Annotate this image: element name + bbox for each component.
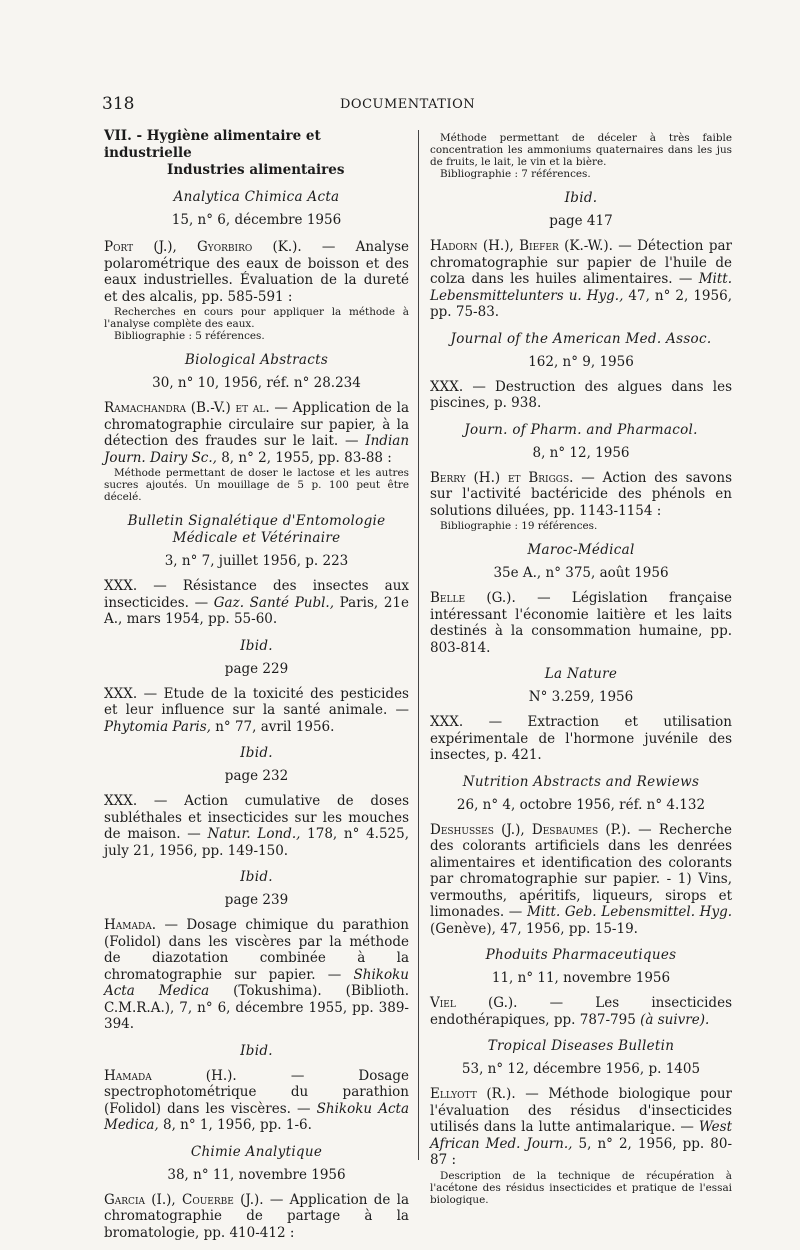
- journal-issue: 35e A., n° 375, août 1956: [493, 565, 669, 581]
- left-column: [104, 128, 409, 1241]
- entry: Ramachandra (B.-V.) et al. — Application de la chromatographie circulaire sur papier, à la détection des fraudes sur le lait. — Indian Journ. Dairy Sc., 8, n° 2, 1955, pp. 83-88 :: [104, 400, 410, 466]
- journal-title: Ibid.: [240, 637, 273, 654]
- journal-title: Ibid.: [240, 745, 273, 761]
- entry: XXX. — Destruction des algues dans les piscines, p. 938.: [430, 378, 732, 411]
- entry: Port (J.), Gyorbiro (K.). — Analyse polarométrique des eaux de boisson et des eaux industrielles. Évaluation de la dureté et des alcalis, pp. 585-591 :: [104, 239, 409, 305]
- journal-issue: 11, n° 11, novembre 1956: [491, 970, 671, 986]
- journal-title: Bulletin Signalétique d'Entomologie Médicale et Vétérinaire: [127, 513, 386, 546]
- journal-title: Ibid.: [564, 190, 598, 206]
- journal-issue: 162, n° 9, 1956: [528, 353, 634, 370]
- entry-note: Méthode permettant de doser le lactose et les autres sucres ajoutés. Un mouillage de 5 p. 100 peut être décelé.: [104, 467, 409, 503]
- running-header: DOCUMENTATION: [340, 97, 476, 112]
- column-divider: [418, 130, 419, 1160]
- journal-title: Journal of the American Med. Assoc.: [450, 330, 712, 347]
- right-column: [430, 128, 732, 1206]
- journal-title: Phoduits Pharmaceutiques: [485, 947, 677, 963]
- journal-issue: 3, n° 7, juillet 1956, p. 223: [164, 553, 349, 569]
- journal-issue: 15, n° 6, décembre 1956: [171, 212, 342, 228]
- entry: XXX. — Action cumulative de doses subléthales et insecticides sur les mouches de maison. — Natur. Lond., 178, n° 4.525, july 21, 1956, pp. 149-150.: [104, 793, 410, 859]
- entry: Berry (H.) et Briggs. — Action des savons sur l'activité bactéricide des phénols en solutions diluées, pp. 1143-1154 :: [430, 469, 732, 519]
- journal-issue: page 417: [549, 213, 613, 229]
- entry: Belle (G.). — Législation française intéressant l'économie laitière et les laits destinés à la consommation humaine, pp. 803-814.: [430, 590, 732, 656]
- journal-issue: 38, n° 11, novembre 1956: [167, 1166, 346, 1183]
- journal-issue: page 239: [224, 892, 289, 908]
- journal-title: Maroc-Médical: [527, 542, 635, 558]
- entry: Hamada (H.). — Dosage spectrophotométrique du parathion (Folidol) dans les viscères. — Shikoku Acta Medica, 8, n° 1, 1956, pp. 1-6.: [104, 1067, 410, 1133]
- entry: XXX. — Résistance des insectes aux insecticides. — Gaz. Santé Publ., Paris, 21e A., mars 1954, pp. 55-60.: [104, 578, 409, 627]
- entry-note: Bibliographie : 7 références.: [440, 168, 591, 180]
- journal-issue: 8, n° 12, 1956: [532, 444, 630, 461]
- entry-note: Bibliographie : 5 références.: [114, 330, 265, 342]
- journal-issue: 30, n° 10, 1956, réf. n° 28.234: [152, 375, 361, 391]
- journal-title: Ibid.: [240, 869, 273, 885]
- entry: Viel (G.). — Les insecticides endothérapiques, pp. 787-795 (à suivre).: [430, 995, 732, 1028]
- entry: Deshusses (J.), Desbaumes (P.). — Recherche des colorants artificiels dans les denrées alimentaires et identification des colorants par chromatographie sur papier. - 1) Vins, vermouths, apéritifs, liqueurs, sirops et limonades. — Mitt. Geb. Lebensmittel. Hyg. (Genève), 47, 1956, pp. 15-19.: [430, 821, 733, 937]
- journal-title: Nutrition Abstracts and Rewiews: [462, 773, 700, 790]
- journal-title: Journ. of Pharm. and Pharmacol.: [464, 421, 698, 438]
- section-heading: VII. - Hygiène alimentaire et industrielle Industries alimentaires: [104, 128, 345, 178]
- journal-issue: N° 3.259, 1956: [528, 689, 634, 705]
- entry-note: Recherches en cours pour appliquer la méthode à l'analyse complète des eaux.: [104, 306, 409, 330]
- entry: XXX. — Extraction et utilisation expérimentale de l'hormone juvénile des insectes, p. 421.: [430, 714, 732, 763]
- entry: Hamada. — Dosage chimique du parathion (Folidol) dans les viscères par la méthode de diazotation combinée à la chromatographie sur papier. — Shikoku Acta Medica (Tokushima). (Biblioth. C.M.R.A.), 7, n° 6, décembre 1955, pp. 389-394.: [104, 917, 410, 1032]
- entry: XXX. — Etude de la toxicité des pesticides et leur influence sur la santé animale. — Phytomia Paris, n° 77, avril 1956.: [104, 685, 409, 735]
- entry: Ellyott (R.). — Méthode biologique pour l'évaluation des résidus d'insecticides utilisés dans la lutte antimalarique. — West African Med. Journ., 5, n° 2, 1956, pp. 80-87 :: [430, 1086, 733, 1168]
- journal-title: Tropical Diseases Bulletin: [487, 1038, 675, 1054]
- journal-title: Chimie Analytique: [190, 1143, 323, 1160]
- journal-issue: page 232: [224, 768, 289, 784]
- entry: Garcia (I.), Couerbe (J.). — Application de la chromatographie de partage à la bromatologie, pp. 410-412 :: [104, 1191, 409, 1241]
- journal-issue: 26, n° 4, octobre 1956, réf. n° 4.132: [456, 796, 706, 813]
- entry-note: Méthode permettant de déceler à très faible concentration les ammoniums quaternaires dans les jus de fruits, le lait, le vin et la bière.: [430, 132, 732, 168]
- page-number: 318: [102, 94, 135, 114]
- journal-title: Analytica Chimica Acta: [173, 189, 340, 205]
- journal-title: La Nature: [544, 666, 618, 682]
- entry-note: Description de la technique de récupération à l'acétone des résidus insecticides et pratique de l'essai biologique.: [430, 1169, 732, 1206]
- entry: Hadorn (H.), Biefer (K.-W.). — Détection par chromatographie sur papier de l'huile de colza dans les huiles alimentaires. — Mitt. Lebensmittelunters u. Hyg., 47, n° 2, 1956, pp. 75-83.: [430, 238, 732, 320]
- entry-note: Bibliographie : 19 références.: [440, 520, 598, 532]
- journal-title: Biological Abstracts: [184, 352, 329, 368]
- journal-issue: 53, n° 12, décembre 1956, p. 1405: [461, 1061, 701, 1077]
- journal-issue: page 229: [224, 660, 289, 677]
- journal-title: Ibid.: [240, 1042, 273, 1059]
